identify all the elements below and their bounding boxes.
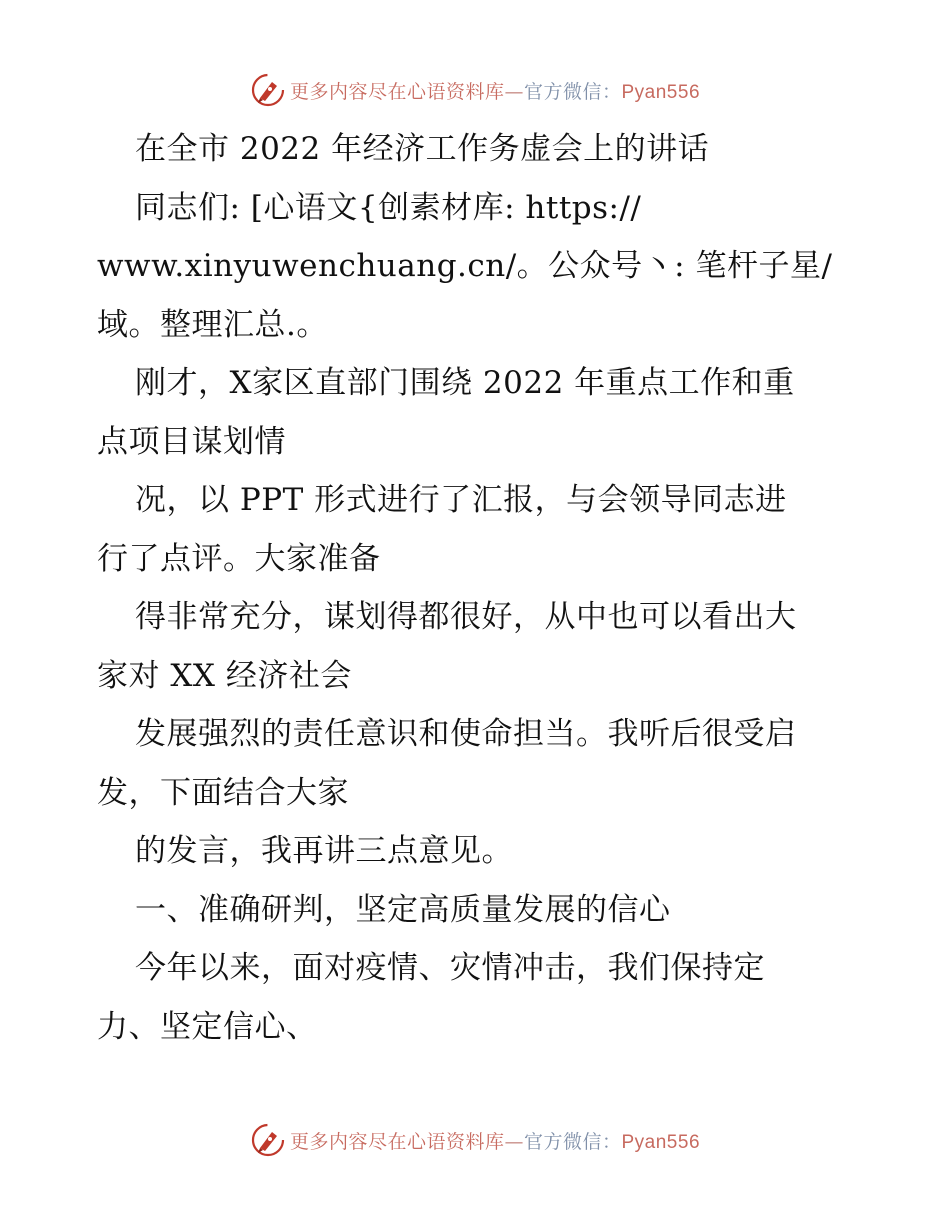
watermark-separator: — (504, 80, 524, 103)
text-line: 同志们: [心语文{创素材库: https:// (135, 189, 642, 226)
document-body (97, 120, 857, 1056)
text-line: 发展强烈的责任意识和使命担当。我听后很受启 (135, 716, 797, 752)
watermark-site: 更多内容尽在心语资料库 (289, 1130, 505, 1153)
watermark-wechat-id: Pyan556 (621, 1131, 701, 1153)
text-line: 发，下面结合大家 (97, 774, 349, 811)
watermark-text (290, 1127, 700, 1154)
text-line: 行了点评。大家准备 (97, 540, 381, 577)
watermark-wechat-label: 官方微信： (523, 80, 622, 103)
watermark-group (250, 72, 700, 108)
pen-nib-logo-icon (250, 72, 286, 108)
text-line: www.xinyuwenchuang.cn/。公众号丶: 笔杆子星/ (97, 248, 833, 284)
text-line: 的发言，我再讲三点意见。 (135, 833, 513, 869)
text-line: 得非常充分，谋划得都很好，从中也可以看出大 (135, 599, 797, 635)
watermark-separator: — (504, 1130, 524, 1153)
watermark-wechat-label: 官方微信： (523, 1130, 622, 1153)
text-line: 点项目谋划情 (97, 423, 286, 460)
watermark-text (290, 77, 700, 104)
text-line: 家对 XX 经济社会 (97, 657, 352, 694)
header-watermark (0, 70, 950, 110)
watermark-wechat-id: Pyan556 (621, 81, 701, 103)
text-line: 况，以 PPT 形式进行了汇报，与会领导同志进 (135, 482, 787, 518)
text-line: 域。整理汇总.。 (97, 306, 328, 343)
text-line: 今年以来，面对疫情、灾情冲击，我们保持定 (135, 950, 765, 986)
text-line: 在全市 2022 年经济工作务虚会上的讲话 (135, 131, 710, 167)
pen-nib-logo-icon (250, 1122, 286, 1158)
text-line: 力、坚定信心、 (97, 1008, 318, 1045)
watermark-site: 更多内容尽在心语资料库 (289, 80, 505, 103)
text-line: 一、准确研判，坚定高质量发展的信心 (135, 891, 671, 928)
watermark-group (250, 1122, 700, 1158)
footer-watermark (0, 1120, 950, 1160)
text-line: 刚才，X家区直部门围绕 2022 年重点工作和重 (135, 365, 795, 401)
